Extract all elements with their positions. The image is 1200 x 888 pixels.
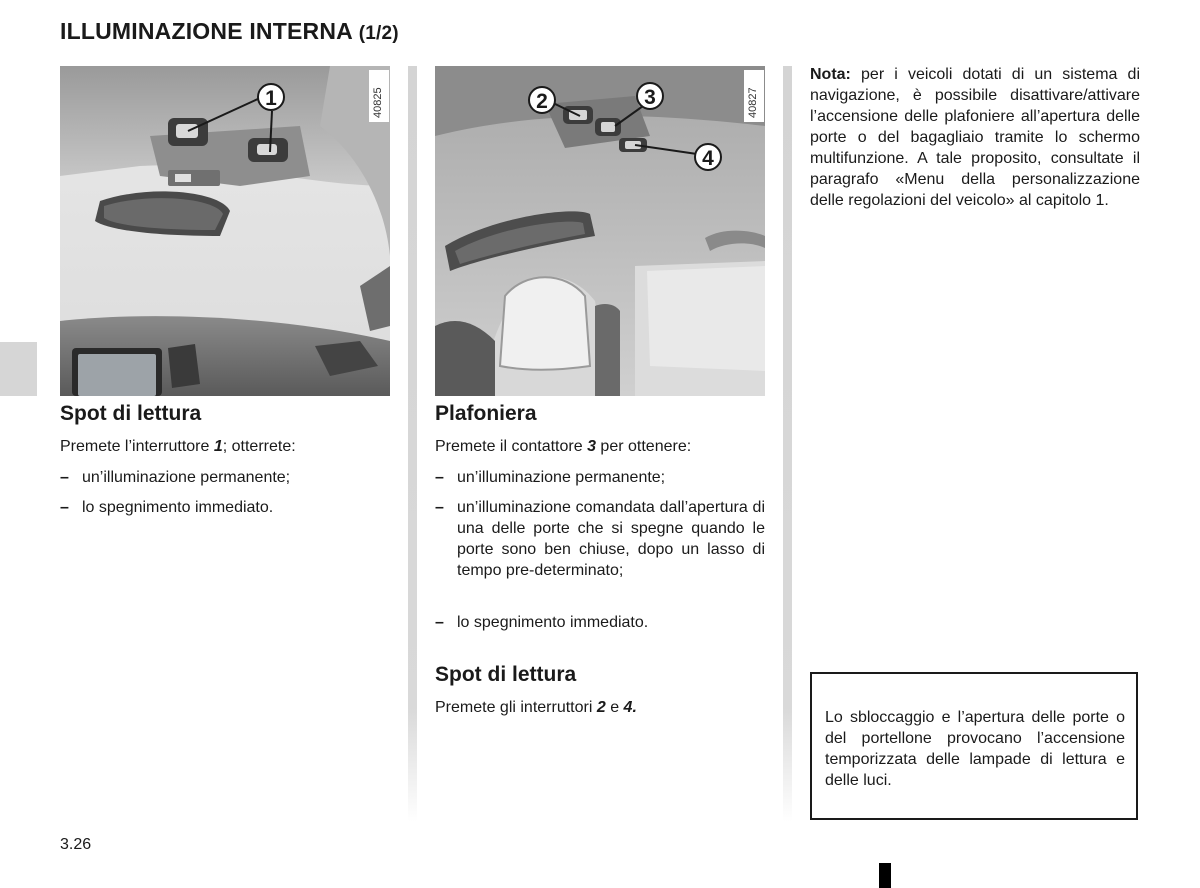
page-title: ILLUMINAZIONE INTERNA (1/2) <box>60 18 399 44</box>
ref-number: 3 <box>587 438 596 455</box>
page-number: 3.26 <box>60 836 92 853</box>
list-item: – lo spegnimento immediato. <box>60 499 274 516</box>
photo-code-label: 40825 <box>372 87 384 118</box>
list-item: – lo spegnimento immediato. <box>435 614 649 631</box>
callout-4-label: 4 <box>702 147 714 170</box>
page-edge-marker <box>879 863 891 888</box>
paragraph-intro: Premete il contattore 3 per ottenere: <box>435 438 692 455</box>
note-paragraph: Nota: per i veicoli dotati di un sistema di navigazione, è possibile disattivare/attivare l’accensione delle plafoniere all’apertura delle porte o del bagagliaio tramite lo schermo multifunzione. A tale proposito, consultate il paragrafo «Menu della personalizzazione delle regolazioni del veicolo» al capitolo 1. <box>810 66 1140 209</box>
list-item: – un’illuminazione permanente; <box>60 469 291 486</box>
ref-number: 4. <box>623 699 637 716</box>
ref-number: 2 <box>596 699 606 716</box>
column-separator-1 <box>408 66 417 822</box>
callout-3-label: 3 <box>644 86 656 109</box>
column-separator-2 <box>783 66 792 822</box>
callout-2-label: 2 <box>536 90 548 113</box>
callout-1-label: 1 <box>265 87 277 110</box>
photo-front-reading-lights <box>60 66 390 396</box>
info-box-text: Lo sbloccaggio e l’apertura delle porte o del portellone provocano l’accensione temporizzata delle lampade di lettura e delle luci. <box>825 709 1125 789</box>
section-tab-marker <box>0 342 37 396</box>
paragraph-intro: Premete l’interruttore 1; otterrete: <box>60 438 296 455</box>
photo-dome-light <box>435 66 765 396</box>
section-heading-reading-spot-2: Spot di lettura <box>435 663 577 686</box>
photo-code-label: 40827 <box>747 87 759 118</box>
note-label: Nota: <box>810 66 851 83</box>
paragraph-reading-spot-2: Premete gli interruttori 2 e 4. <box>435 699 637 716</box>
ref-number: 1 <box>213 438 223 455</box>
list-item: – un’illuminazione permanente; <box>435 469 666 486</box>
list-item: – un’illuminazione comandata dall’apertura di una delle porte che si spegne quando le porte sono ben chiuse, dopo un lasso di tempo pre-determinato; <box>435 499 765 579</box>
page-title-suffix: (1/2) <box>358 23 399 44</box>
section-heading-dome-light: Plafoniera <box>435 402 537 425</box>
info-box <box>810 672 1138 820</box>
section-heading-reading-spot: Spot di lettura <box>60 402 202 425</box>
